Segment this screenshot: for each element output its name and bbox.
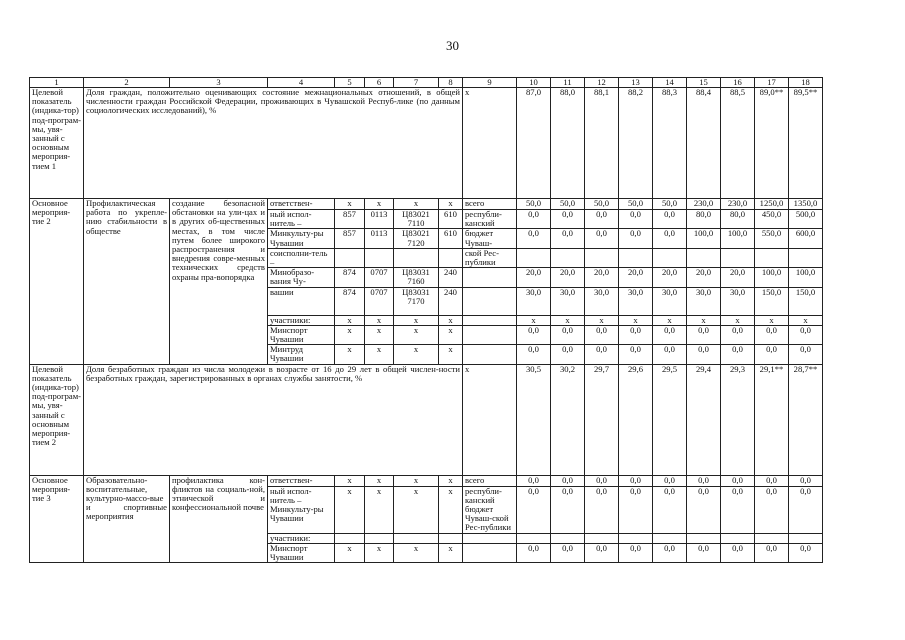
code-cell (394, 248, 439, 267)
value-cell (755, 533, 789, 543)
executor-cell: Минкульту-ры Чувашии (268, 229, 335, 248)
code-cell: х (439, 315, 463, 325)
code-cell: х (335, 486, 365, 533)
code-cell (439, 248, 463, 267)
value-cell: 88,4 (687, 88, 721, 199)
value-cell: 0,0 (755, 486, 789, 533)
value-cell: 1250,0 (755, 199, 789, 210)
measure-label: Основное мероприя-тие 2 (30, 199, 84, 365)
value-cell: 29,3 (721, 364, 755, 475)
code-cell: 240 (439, 287, 463, 315)
code-cell: 0707 (365, 287, 394, 315)
code-cell: х (394, 325, 439, 344)
code-cell: х (439, 486, 463, 533)
value-cell (755, 248, 789, 267)
source-cell (463, 287, 517, 315)
value-cell: 0,0 (755, 543, 789, 562)
value-cell: 30,0 (585, 287, 619, 315)
executor-cell: Минспорт Чувашии (268, 325, 335, 344)
source-cell (463, 315, 517, 325)
executor-cell: участники: (268, 315, 335, 325)
executor-cell: Минтруд Чувашии (268, 345, 335, 364)
code-cell: 857 (335, 229, 365, 248)
column-header: 17 (755, 78, 789, 88)
value-cell: 0,0 (585, 543, 619, 562)
value-cell: 0,0 (517, 475, 551, 486)
value-cell: х (789, 315, 823, 325)
column-header: 13 (619, 78, 653, 88)
source-cell: ской Рес-публики (463, 248, 517, 267)
value-cell (619, 533, 653, 543)
value-cell: 0,0 (585, 486, 619, 533)
column-header: 3 (170, 78, 268, 88)
code-cell: х (335, 315, 365, 325)
code-cell: 874 (335, 287, 365, 315)
value-cell: 100,0 (789, 268, 823, 287)
value-cell: 0,0 (653, 486, 687, 533)
column-header: 4 (268, 78, 335, 88)
code-cell: х (365, 315, 394, 325)
code-cell: х (335, 345, 365, 364)
indicator-label: Целевой показатель (индика-тор) под-програм-мы, увя-занный с основным мероприя-тием 2 (30, 364, 84, 475)
executor-cell: соисполни-тель – (268, 248, 335, 267)
value-cell: 500,0 (789, 210, 823, 229)
value-cell: 0,0 (619, 543, 653, 562)
value-cell (687, 248, 721, 267)
value-cell: 0,0 (551, 345, 585, 364)
value-cell: х (755, 315, 789, 325)
value-cell: 0,0 (687, 475, 721, 486)
value-cell: 20,0 (517, 268, 551, 287)
column-header: 7 (394, 78, 439, 88)
value-cell: 30,0 (653, 287, 687, 315)
value-cell: 0,0 (789, 543, 823, 562)
value-cell (789, 533, 823, 543)
source-cell: бюджет Чуваш- (463, 229, 517, 248)
code-cell (335, 248, 365, 267)
code-cell (365, 248, 394, 267)
executor-cell: ответствен- (268, 475, 335, 486)
table-row (30, 78, 823, 88)
executor-cell: ный испол-нитель – (268, 210, 335, 229)
value-cell: 50,0 (551, 199, 585, 210)
code-cell: х (394, 345, 439, 364)
code-cell: 0113 (365, 229, 394, 248)
code-cell: Ц83021 7120 (394, 229, 439, 248)
value-cell: 29,5 (653, 364, 687, 475)
value-cell: 0,0 (755, 475, 789, 486)
table-row (30, 475, 823, 486)
executor-cell: участники: (268, 533, 335, 543)
value-cell: 0,0 (619, 229, 653, 248)
value-cell: 30,0 (687, 287, 721, 315)
code-cell: х (439, 325, 463, 344)
value-cell: 0,0 (653, 325, 687, 344)
value-cell: 28,7** (789, 364, 823, 475)
executor-cell: Минобразо-вания Чу- (268, 268, 335, 287)
column-header: 8 (439, 78, 463, 88)
column-header: 16 (721, 78, 755, 88)
column-header: 12 (585, 78, 619, 88)
value-cell: 20,0 (653, 268, 687, 287)
value-cell: 230,0 (687, 199, 721, 210)
value-cell (687, 533, 721, 543)
column-header: 11 (551, 78, 585, 88)
value-cell: х (619, 315, 653, 325)
value-cell: 30,0 (517, 287, 551, 315)
code-cell: х (335, 325, 365, 344)
value-cell: 0,0 (517, 345, 551, 364)
value-cell (721, 248, 755, 267)
value-cell: х (721, 315, 755, 325)
value-cell: 50,0 (517, 199, 551, 210)
value-cell: 0,0 (619, 475, 653, 486)
measure-label: Основное мероприя-тие 3 (30, 475, 84, 563)
value-cell: 0,0 (517, 543, 551, 562)
value-cell: 0,0 (687, 486, 721, 533)
source-cell (463, 543, 517, 562)
value-cell: х (687, 315, 721, 325)
column-header: 18 (789, 78, 823, 88)
value-cell (789, 248, 823, 267)
value-cell (585, 533, 619, 543)
indicator-text: Доля граждан, положительно оценивающих состояние межнациональных отношений, в общей численности граждан Российской Федерации, проживающих в Чувашской Респуб-лике (по данным социологических исследований), % (84, 88, 463, 199)
code-cell: 240 (439, 268, 463, 287)
value-cell: 150,0 (755, 287, 789, 315)
code-cell: х (365, 543, 394, 562)
source-cell: республи-канский бюджет Чуваш-ской Рес-публики (463, 486, 517, 533)
value-cell: 89,0** (755, 88, 789, 199)
code-cell: 0113 (365, 210, 394, 229)
value-cell (585, 248, 619, 267)
value-cell: 30,0 (721, 287, 755, 315)
value-cell: 0,0 (789, 345, 823, 364)
code-cell (394, 533, 439, 543)
column-header: 10 (517, 78, 551, 88)
code-cell: 0707 (365, 268, 394, 287)
table-cell: х (463, 88, 517, 199)
value-cell: 0,0 (551, 543, 585, 562)
value-cell: 1350,0 (789, 199, 823, 210)
value-cell: 0,0 (687, 345, 721, 364)
code-cell: х (335, 543, 365, 562)
table-row (30, 199, 823, 210)
value-cell (653, 248, 687, 267)
value-cell: 0,0 (551, 486, 585, 533)
code-cell: х (335, 475, 365, 486)
value-cell: 0,0 (551, 229, 585, 248)
value-cell: 0,0 (619, 325, 653, 344)
code-cell: х (439, 475, 463, 486)
value-cell: 0,0 (619, 345, 653, 364)
executor-cell: ный испол-нитель – Минкульту-ры Чувашии (268, 486, 335, 533)
value-cell: 0,0 (585, 475, 619, 486)
code-cell: х (439, 199, 463, 210)
code-cell: 857 (335, 210, 365, 229)
value-cell: 0,0 (619, 486, 653, 533)
value-cell (517, 533, 551, 543)
measure-goal: создание безопасной обстановки на ули-цах и в других об-щественных местах, в том числе путем более широкого распространения и внедрения совре-менных технических средств охраны пра-вопорядка (170, 199, 268, 365)
value-cell (517, 248, 551, 267)
code-cell (365, 533, 394, 543)
value-cell: 29,1** (755, 364, 789, 475)
value-cell: 0,0 (755, 345, 789, 364)
code-cell: х (394, 486, 439, 533)
value-cell (551, 248, 585, 267)
value-cell: х (585, 315, 619, 325)
value-cell: 88,1 (585, 88, 619, 199)
value-cell: 0,0 (517, 210, 551, 229)
value-cell: х (653, 315, 687, 325)
executor-cell: ответствен- (268, 199, 335, 210)
code-cell: 610 (439, 229, 463, 248)
source-cell: всего (463, 199, 517, 210)
value-cell: 88,5 (721, 88, 755, 199)
measure-goal: профилактика кон-фликтов на социаль-ной, этнической и конфессиональной почве (170, 475, 268, 563)
value-cell (653, 533, 687, 543)
value-cell: 0,0 (551, 210, 585, 229)
executor-cell: Минспорт Чувашии (268, 543, 335, 562)
value-cell: 0,0 (789, 325, 823, 344)
source-cell (463, 345, 517, 364)
indicator-label: Целевой показатель (индика-тор) под-програм-мы, увя-занный с основным мероприя-тием 1 (30, 88, 84, 199)
value-cell: 0,0 (517, 486, 551, 533)
value-cell: 0,0 (789, 475, 823, 486)
value-cell: 0,0 (619, 210, 653, 229)
value-cell: 0,0 (721, 475, 755, 486)
value-cell: 600,0 (789, 229, 823, 248)
value-cell: 0,0 (721, 345, 755, 364)
column-header: 15 (687, 78, 721, 88)
value-cell: 20,0 (551, 268, 585, 287)
code-cell: х (439, 345, 463, 364)
source-cell (463, 533, 517, 543)
column-header: 5 (335, 78, 365, 88)
code-cell: х (365, 199, 394, 210)
code-cell: х (394, 475, 439, 486)
code-cell: х (365, 345, 394, 364)
value-cell: 20,0 (585, 268, 619, 287)
column-header: 2 (84, 78, 170, 88)
value-cell: 29,7 (585, 364, 619, 475)
value-cell: 0,0 (721, 543, 755, 562)
value-cell: 89,5** (789, 88, 823, 199)
value-cell: 230,0 (721, 199, 755, 210)
value-cell (619, 248, 653, 267)
table-row (30, 364, 823, 475)
value-cell: 100,0 (755, 268, 789, 287)
value-cell (551, 533, 585, 543)
code-cell: х (394, 199, 439, 210)
page-number: 30 (446, 38, 459, 53)
code-cell: Ц83021 7110 (394, 210, 439, 229)
value-cell: 0,0 (585, 229, 619, 248)
value-cell: 150,0 (789, 287, 823, 315)
value-cell: 30,0 (551, 287, 585, 315)
source-cell (463, 325, 517, 344)
value-cell: 0,0 (653, 543, 687, 562)
code-cell: Ц83031 7160 (394, 268, 439, 287)
value-cell: 100,0 (687, 229, 721, 248)
code-cell: х (439, 543, 463, 562)
code-cell: х (365, 486, 394, 533)
indicator-text: Доля безработных граждан из числа молодежи в возрасте от 16 до 29 лет в общей числен-ности безработных граждан, зарегистрированных в органах службы занятости, % (84, 364, 463, 475)
code-cell: 874 (335, 268, 365, 287)
code-cell: х (365, 475, 394, 486)
value-cell: 20,0 (619, 268, 653, 287)
measure-name: Профилактическая работа по укрепле-нию стабильности в обществе (84, 199, 170, 365)
code-cell: х (365, 325, 394, 344)
value-cell: 0,0 (585, 325, 619, 344)
value-cell: 20,0 (687, 268, 721, 287)
value-cell: 50,0 (619, 199, 653, 210)
value-cell: х (551, 315, 585, 325)
value-cell: 88,2 (619, 88, 653, 199)
value-cell: 88,0 (551, 88, 585, 199)
value-cell: 0,0 (755, 325, 789, 344)
value-cell: 0,0 (653, 229, 687, 248)
value-cell: 88,3 (653, 88, 687, 199)
column-header: 9 (463, 78, 517, 88)
value-cell: 87,0 (517, 88, 551, 199)
value-cell: 0,0 (721, 486, 755, 533)
code-cell: Ц83031 7170 (394, 287, 439, 315)
value-cell: 0,0 (721, 325, 755, 344)
value-cell: 30,2 (551, 364, 585, 475)
table-cell: х (463, 364, 517, 475)
value-cell: 0,0 (551, 325, 585, 344)
column-header: 1 (30, 78, 84, 88)
value-cell: 0,0 (687, 543, 721, 562)
code-cell (335, 533, 365, 543)
value-cell: 450,0 (755, 210, 789, 229)
value-cell: 550,0 (755, 229, 789, 248)
source-cell: всего (463, 475, 517, 486)
column-header: 14 (653, 78, 687, 88)
executor-cell: вашии (268, 287, 335, 315)
value-cell: 0,0 (551, 475, 585, 486)
value-cell: 20,0 (721, 268, 755, 287)
value-cell: 30,5 (517, 364, 551, 475)
value-cell: 80,0 (687, 210, 721, 229)
value-cell: 0,0 (687, 325, 721, 344)
measure-name: Образовательно-воспитательные, культурно-массо-вые и спортивные мероприятия (84, 475, 170, 563)
code-cell: х (394, 543, 439, 562)
value-cell (721, 533, 755, 543)
value-cell: 0,0 (585, 345, 619, 364)
value-cell: 0,0 (585, 210, 619, 229)
value-cell: 100,0 (721, 229, 755, 248)
column-header: 6 (365, 78, 394, 88)
code-cell (439, 533, 463, 543)
code-cell: х (335, 199, 365, 210)
value-cell: 0,0 (517, 325, 551, 344)
value-cell: 0,0 (653, 345, 687, 364)
value-cell: 0,0 (789, 486, 823, 533)
code-cell: х (394, 315, 439, 325)
value-cell: 30,0 (619, 287, 653, 315)
source-cell (463, 268, 517, 287)
code-cell: 610 (439, 210, 463, 229)
value-cell: 29,6 (619, 364, 653, 475)
value-cell: х (517, 315, 551, 325)
table-row (30, 88, 823, 199)
value-cell: 0,0 (517, 229, 551, 248)
value-cell: 0,0 (653, 210, 687, 229)
value-cell: 50,0 (585, 199, 619, 210)
value-cell: 29,4 (687, 364, 721, 475)
value-cell: 0,0 (653, 475, 687, 486)
value-cell: 80,0 (721, 210, 755, 229)
source-cell: республи-канский (463, 210, 517, 229)
funding-table (29, 77, 823, 563)
value-cell: 50,0 (653, 199, 687, 210)
